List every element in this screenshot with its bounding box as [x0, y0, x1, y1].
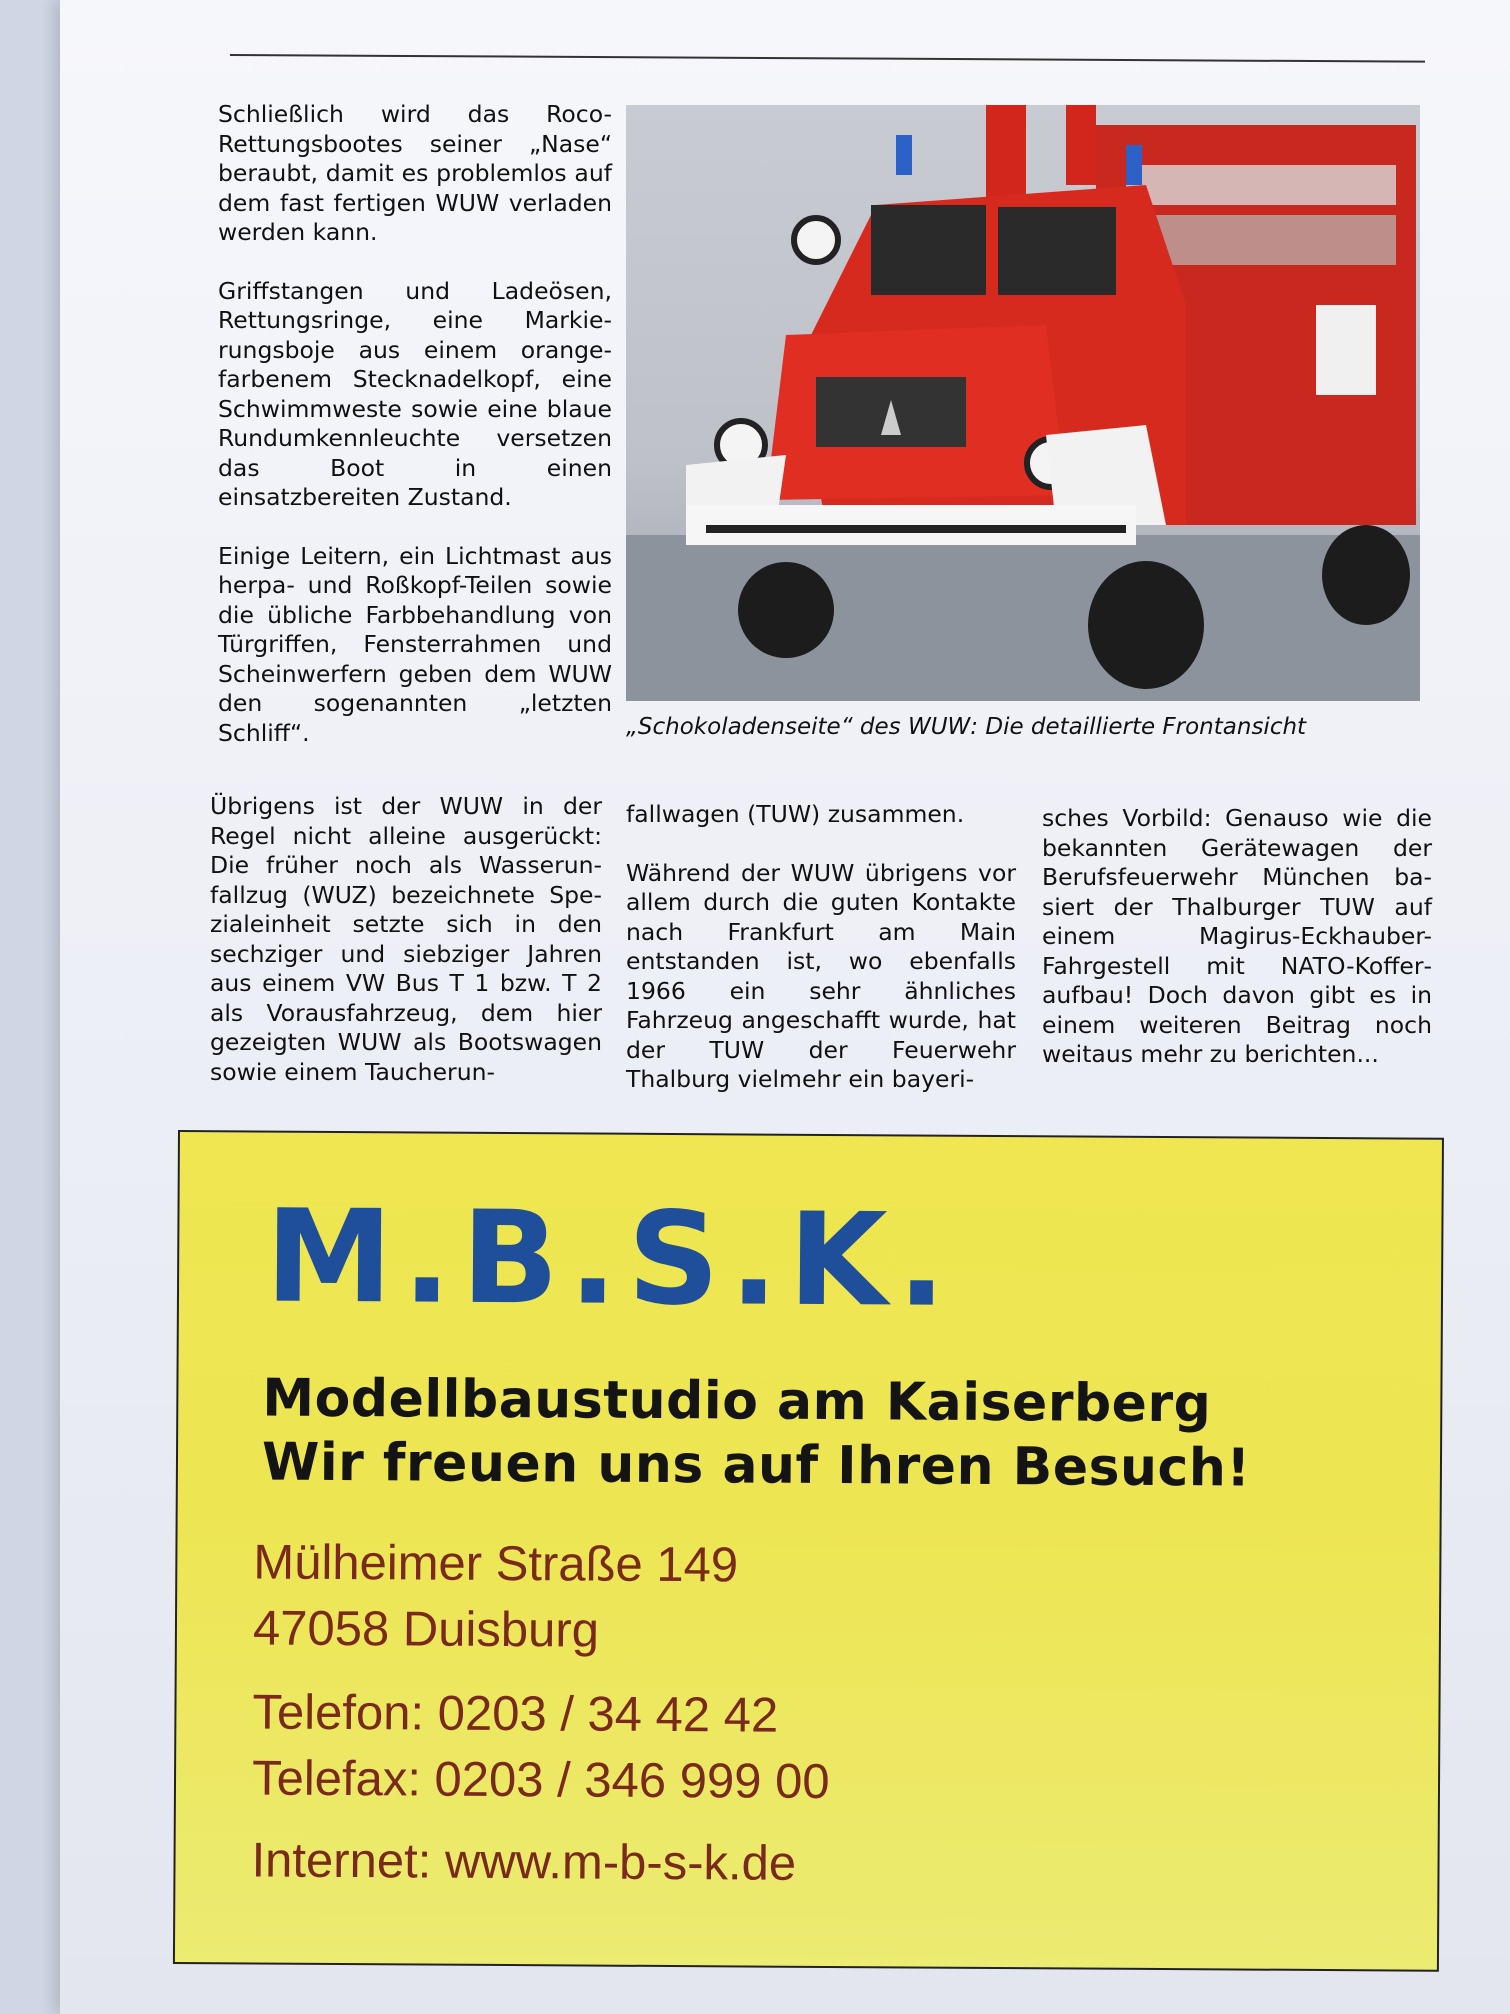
paragraph-munich: sches Vorbild: Genauso wie die bekannten Gerätewagen der Berufsfeuerwehr München basiert der Thalburger TUW auf einem Magirus-Eckhauber-Fahrgestell mit NATO-Kofferaufbau! Doch davon gibt es in einem weiteren Beitrag noch weitaus mehr zu berichten...: [1042, 804, 1432, 1068]
article-column-2: [626, 800, 1016, 1124]
magazine-page: [60, 0, 1510, 2014]
paragraph-wuz: Übrigens ist der WUW in der Regel nicht alleine ausgerückt: Die früher noch als Wasserunfallzug (WUZ) bezeichnete Spezialeinheit setzte sich in den sechziger und siebziger Jahren aus einem VW Bus T 1 bzw. T 2 als Vorausfahrzeug, dem hier gezeigten WUW als Bootswagen sowie einem Taucherun-: [210, 792, 602, 1086]
article-column-1: [218, 100, 612, 777]
paragraph-tuw: fallwagen (TUW) zusammen.: [626, 800, 965, 828]
ad-headline-studio: Modellbaustudio am Kaiserberg: [262, 1368, 1212, 1435]
photo-caption: „Schokoladenseite“ des WUW: Die detaillierte Frontansicht: [626, 714, 1307, 740]
ad-fax: Telefax: 0203 / 346 999 00: [251, 1751, 830, 1809]
mbsk-advertisement: [173, 1130, 1444, 1972]
top-rule: [230, 54, 1425, 63]
paragraph-boat-details: Griffstangen und Ladeösen, Rettungsringe, eine Markierungsboje aus einem orangefarbenem Stecknadelkopf, eine Schwimmweste sowie eine blaue Rundumkennleuchte versetzen das Boot in einen einsatzbereiten Zustand.: [218, 276, 612, 511]
ad-internet: Internet: www.m-b-s-k.de: [251, 1833, 797, 1891]
paragraph-frankfurt: Während der WUW übrigens vor allem durch die guten Kontakte nach Frankfurt am Main entstanden ist, wo ebenfalls 1966 ein sehr ähnliches Fahrzeug angeschafft wurde, hat der TUW der Feuerwehr Thalburg vielmehr ein bayeri-: [626, 858, 1016, 1093]
fire-truck-illustration: [626, 105, 1420, 701]
article-column-3: [1042, 804, 1432, 1099]
ad-city: 47058 Duisburg: [252, 1601, 600, 1658]
ad-headline-visit: Wir freuen uns auf Ihren Besuch!: [261, 1432, 1251, 1499]
ad-street: Mülheimer Straße 149: [253, 1535, 739, 1593]
paragraph-boat-nose: Schließlich wird das Roco-Rettungsbootes seiner „Nase“ beraubt, damit es problemlos auf dem fast fertigen WUW verladen werden kann.: [218, 100, 612, 246]
ad-phone: Telefon: 0203 / 34 42 42: [252, 1685, 779, 1743]
fire-truck-photo: [626, 105, 1420, 701]
paragraph-final-touch: Einige Leitern, ein Lichtmast aus herpa- und Roßkopf-Teilen sowie die übliche Farbbehandlung von Türgriffen, Fensterrahmen und Scheinwerfern geben dem WUW den sogenannten „letzten Schliff“.: [218, 541, 612, 747]
article-column-1-lower: [210, 792, 602, 1116]
mbsk-logo: M.B.S.K.: [264, 1182, 957, 1336]
